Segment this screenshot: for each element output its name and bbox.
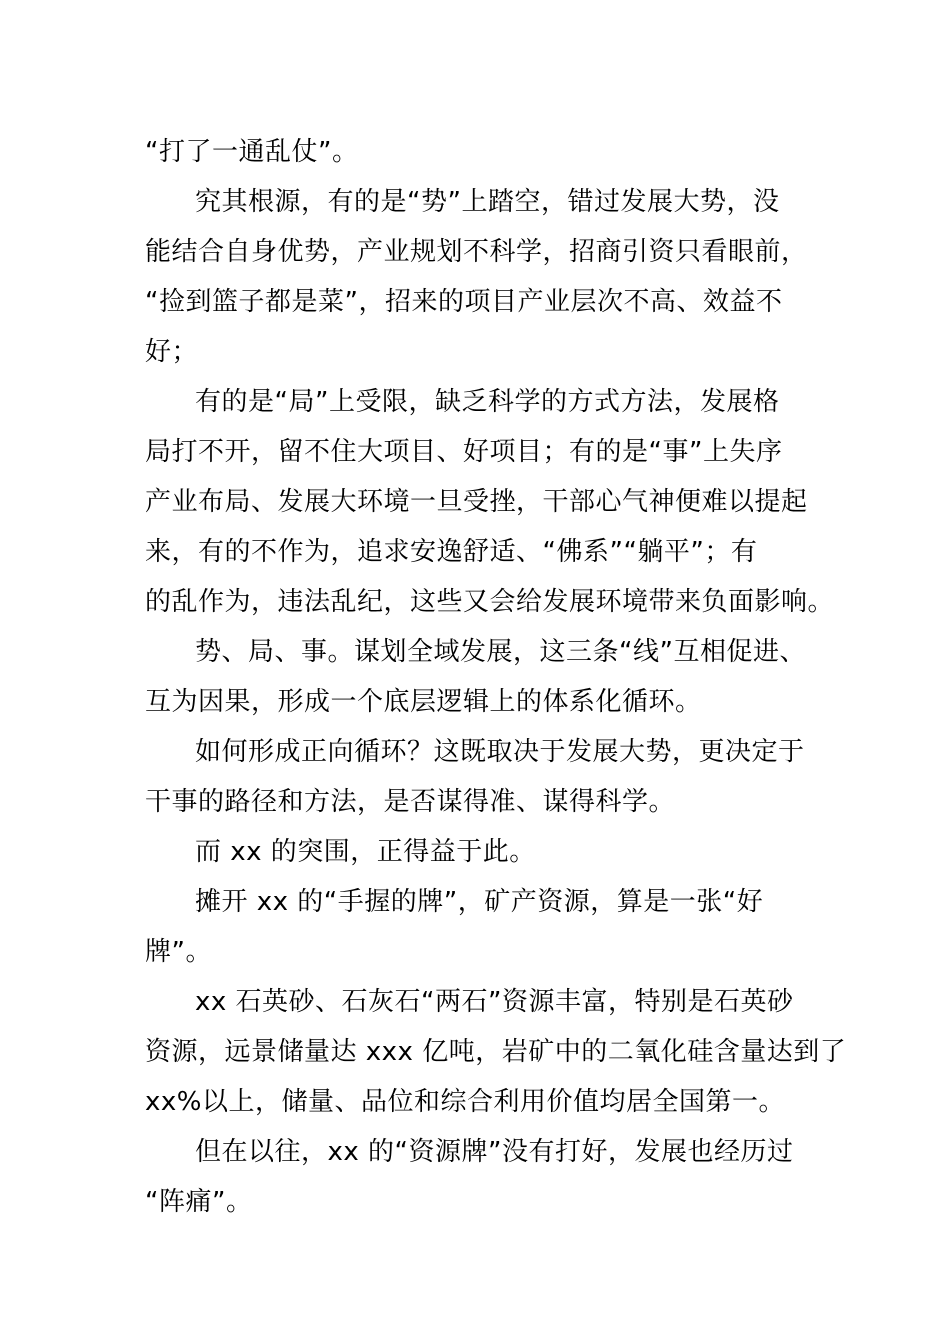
text-line: 有的是“局”上受限，缺乏科学的方式方法，发展格 (195, 387, 780, 417)
text-line: 但在以往，xx 的“资源牌”没有打好，发展也经历过 (195, 1137, 794, 1167)
text-line: “打了一通乱仗”。 (145, 137, 359, 167)
text-line: 的乱作为，违法乱纪，这些又会给发展环境带来负面影响。 (145, 587, 835, 617)
text-line: 互为因果，形成一个底层逻辑上的体系化循环。 (145, 687, 702, 717)
text-line: 来，有的不作为，追求安逸舒适、“佛系”“躺平”；有 (145, 537, 758, 567)
text-line: 牌”。 (145, 937, 212, 967)
text-line: 局打不开，留不住大项目、好项目；有的是“事”上失序 (145, 437, 783, 467)
text-line: 资源，远景储量达 xxx 亿吨，岩矿中的二氧化硅含量达到了 (145, 1037, 847, 1067)
text-line: 势、局、事。谋划全域发展，这三条“线”互相促进、 (195, 637, 806, 667)
text-line: 摊开 xx 的“手握的牌”，矿产资源，算是一张“好 (195, 887, 764, 917)
text-line: 好； (145, 337, 199, 367)
text-line: 产业布局、发展大环境一旦受挫，干部心气神便难以提起 (145, 487, 808, 517)
text-line: xx 石英砂、石灰石“两石”资源丰富，特别是石英砂 (195, 987, 794, 1017)
text-line: 能结合自身优势，产业规划不科学，招商引资只看眼前， (145, 237, 808, 267)
text-line: “阵痛”。 (145, 1187, 253, 1217)
text-line: 究其根源，有的是“势”上踏空，错过发展大势，没 (195, 187, 780, 217)
text-line: xx%以上，储量、品位和综合利用价值均居全国第一。 (145, 1087, 785, 1117)
text-line: 干事的路径和方法，是否谋得准、谋得科学。 (145, 787, 676, 817)
text-line: 而 xx 的突围，正得益于此。 (195, 837, 536, 867)
text-line: 如何形成正向循环？这既取决于发展大势，更决定于 (195, 737, 805, 767)
text-line: “捡到篮子都是菜”，招来的项目产业层次不高、效益不 (145, 287, 783, 317)
